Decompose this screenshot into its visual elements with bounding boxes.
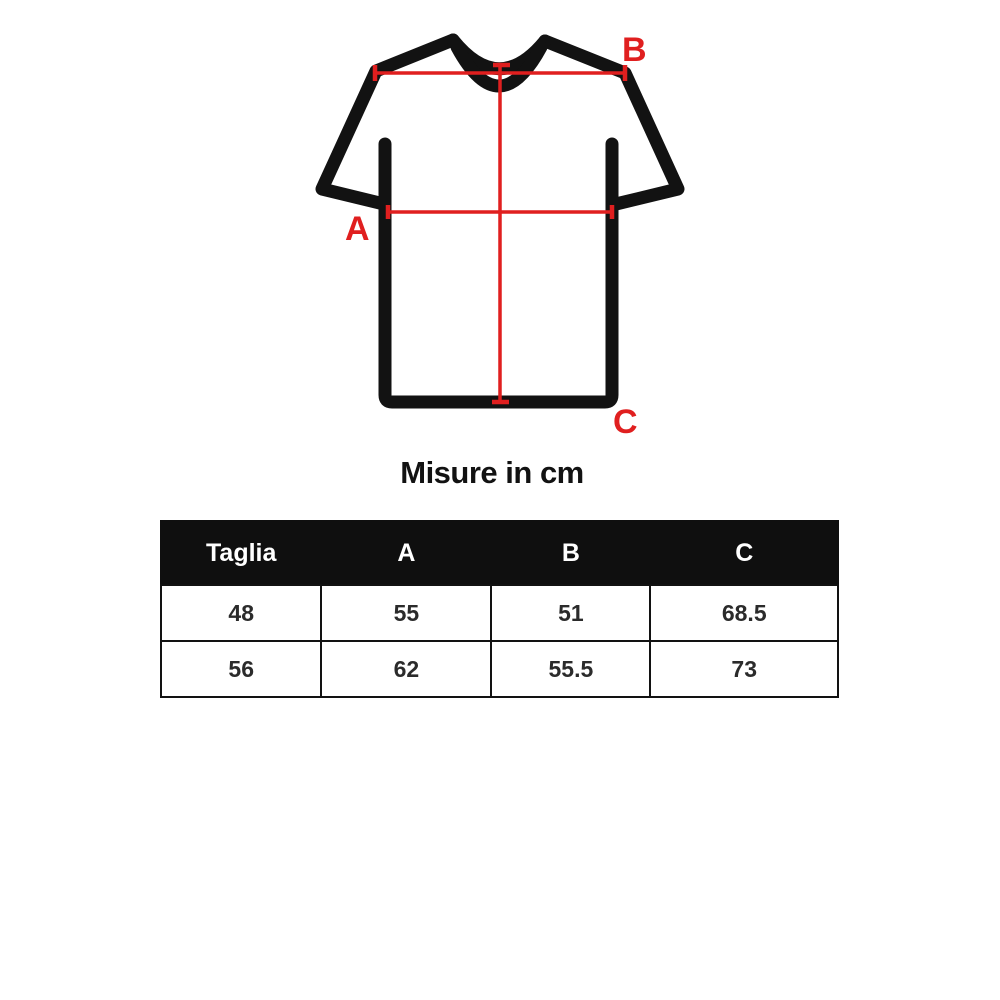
measure-label-c: C <box>613 403 638 441</box>
cell-56-b: 55.5 <box>491 641 650 697</box>
measurement-lines <box>375 65 625 402</box>
header-taglia: Taglia <box>161 521 321 585</box>
table-header-row <box>161 521 838 585</box>
table-row <box>161 641 838 697</box>
header-b: B <box>491 521 650 585</box>
header-a: A <box>321 521 491 585</box>
cell-size-56: 56 <box>161 641 321 697</box>
tshirt-diagram <box>0 0 1000 460</box>
cell-56-c: 73 <box>650 641 838 697</box>
table-row <box>161 585 838 641</box>
cell-48-b: 51 <box>491 585 650 641</box>
size-table <box>160 520 839 698</box>
page-title: Misure in cm <box>400 455 584 490</box>
measure-label-a: A <box>345 210 370 248</box>
cell-size-48: 48 <box>161 585 321 641</box>
header-c: C <box>650 521 838 585</box>
measure-label-b: B <box>622 31 647 69</box>
cell-56-a: 62 <box>321 641 491 697</box>
cell-48-a: 55 <box>321 585 491 641</box>
cell-48-c: 68.5 <box>650 585 838 641</box>
